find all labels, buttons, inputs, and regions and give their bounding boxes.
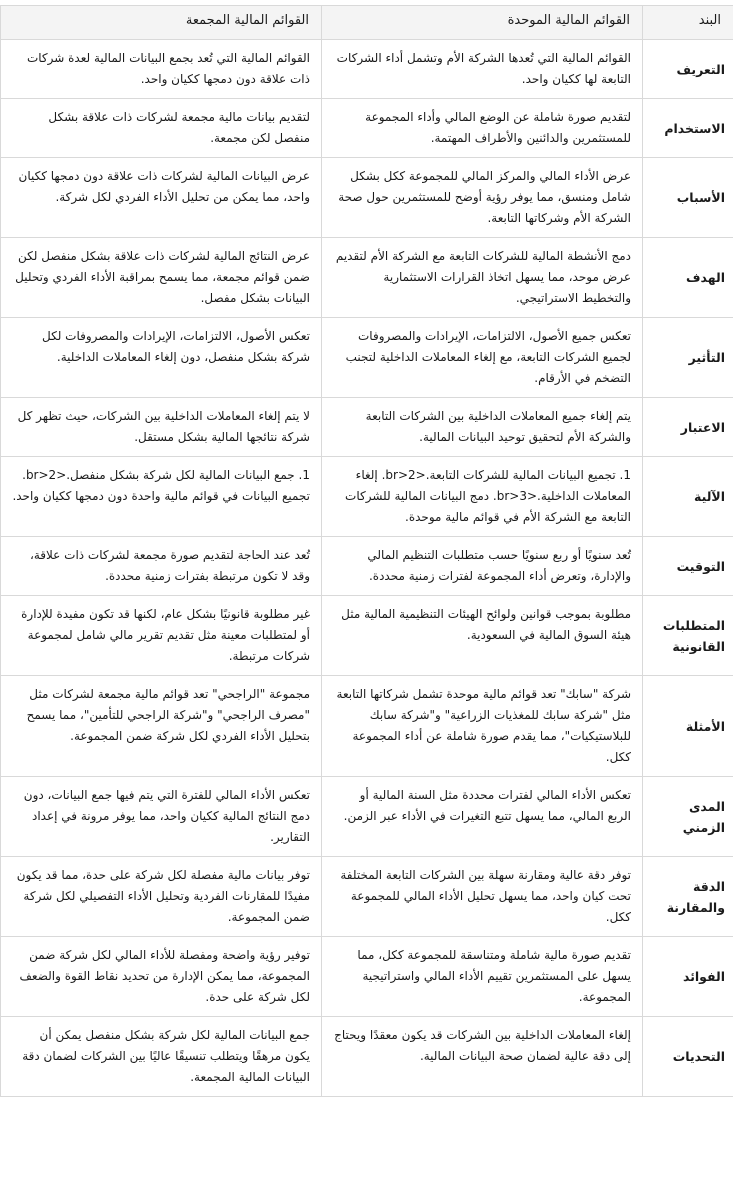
table-row (1, 777, 733, 857)
row-combined-cell: جمع البيانات المالية لكل شركة بشكل منفصل يمكن أن يكون مرهقًا ويتطلب تنسيقًا عاليًا بين الشركات لضمان دقة البيانات المالية المجمعة. (1, 1017, 322, 1097)
row-item-label: الدقة والمقارنة (643, 857, 733, 937)
table-row (1, 457, 733, 537)
table-row (1, 99, 733, 158)
row-item-label: التعريف (643, 40, 733, 99)
row-item-label: الهدف (643, 238, 733, 318)
row-item-label: المدى الزمني (643, 777, 733, 857)
row-item-label: الأسباب (643, 158, 733, 238)
table-row (1, 398, 733, 457)
row-combined-cell: تعكس الأصول، الالتزامات، الإيرادات والمصروفات لكل شركة بشكل منفصل، دون إلغاء المعاملات الداخلية. (1, 318, 322, 398)
table-row (1, 158, 733, 238)
row-combined-cell: تعكس الأداء المالي للفترة التي يتم فيها جمع البيانات، دون دمج النتائج المالية ككيان واحد، مما يوفر مرونة في إعداد التقارير. (1, 777, 322, 857)
row-consolidated-cell: القوائم المالية التي تُعدها الشركة الأم وتشمل أداء الشركات التابعة لها ككيان واحد. (322, 40, 643, 99)
row-item-label: التوقيت (643, 537, 733, 596)
row-combined-cell: توفر بيانات مالية مفصلة لكل شركة على حدة، مما قد يكون مفيدًا للمقارنات الفردية وتحليل الأداء التفصيلي لكل شركة ضمن المجموعة. (1, 857, 322, 937)
row-consolidated-cell: تعكس جميع الأصول، الالتزامات، الإيرادات والمصروفات لجميع الشركات التابعة، مع إلغاء المعاملات الداخلية لتجنب التضخم في الأرقام. (322, 318, 643, 398)
row-item-label: التأثير (643, 318, 733, 398)
row-consolidated-cell: يتم إلغاء جميع المعاملات الداخلية بين الشركات التابعة والشركة الأم لتحقيق توحيد البيانات المالية. (322, 398, 643, 457)
table-row (1, 318, 733, 398)
table-row (1, 238, 733, 318)
comparison-table (0, 5, 733, 1097)
table-header-row (1, 6, 733, 40)
header-consolidated: القوائم المالية الموحدة (322, 6, 643, 40)
row-consolidated-cell: شركة "سابك" تعد قوائم مالية موحدة تشمل شركاتها التابعة مثل "شركة سابك للمغذيات الزراعية" و"شركة سابك للبلاستيكيات"، مما يقدم صورة شاملة عن أداء المجموعة ككل. (322, 676, 643, 777)
row-item-label: الاعتبار (643, 398, 733, 457)
table-row (1, 857, 733, 937)
row-combined-cell: القوائم المالية التي تُعد بجمع البيانات المالية لعدة شركات ذات علاقة دون دمجها ككيان واحد. (1, 40, 322, 99)
row-consolidated-cell: تعكس الأداء المالي لفترات محددة مثل السنة المالية أو الربع المالي، مما يسهل تتبع التغيرات في الأداء عبر الزمن. (322, 777, 643, 857)
row-combined-cell: غير مطلوبة قانونيًا بشكل عام، لكنها قد تكون مفيدة للإدارة أو لمتطلبات معينة مثل تقديم تقرير مالي شامل لمجموعة شركات مرتبطة. (1, 596, 322, 676)
row-consolidated-cell: 1. تجميع البيانات المالية للشركات التابعة.<br>2. إلغاء المعاملات الداخلية.<br>3. دمج البيانات المالية للشركات التابعة مع الشركة الأم في قوائم مالية موحدة. (322, 457, 643, 537)
row-item-label: الآلية (643, 457, 733, 537)
header-combined: القوائم المالية المجمعة (1, 6, 322, 40)
row-combined-cell: عرض البيانات المالية لشركات ذات علاقة دون دمجها ككيان واحد، مما يمكن من تحليل الأداء الفردي لكل شركة. (1, 158, 322, 238)
row-consolidated-cell: تقديم صورة مالية شاملة ومتناسقة للمجموعة ككل، مما يسهل على المستثمرين تقييم الأداء المالي واستراتيجية المجموعة. (322, 937, 643, 1017)
header-item: البند (643, 6, 733, 40)
table-row (1, 40, 733, 99)
row-consolidated-cell: تُعد سنويًا أو ربع سنويًا حسب متطلبات التنظيم المالي والإدارة، وتعرض أداء المجموعة لفترات زمنية محددة. (322, 537, 643, 596)
table-row (1, 937, 733, 1017)
row-consolidated-cell: عرض الأداء المالي والمركز المالي للمجموعة ككل بشكل شامل ومنسق، مما يوفر رؤية أوضح للمستثمرين حول صحة الشركة الأم وشركاتها التابعة. (322, 158, 643, 238)
row-item-label: المتطلبات القانونية (643, 596, 733, 676)
table-row (1, 537, 733, 596)
row-item-label: الاستخدام (643, 99, 733, 158)
table-row (1, 1017, 733, 1097)
row-item-label: الفوائد (643, 937, 733, 1017)
row-consolidated-cell: دمج الأنشطة المالية للشركات التابعة مع الشركة الأم لتقديم عرض موحد، مما يسهل اتخاذ القرارات الاستثمارية والتخطيط الاستراتيجي. (322, 238, 643, 318)
row-combined-cell: مجموعة "الراجحي" تعد قوائم مالية مجمعة لشركات مثل "مصرف الراجحي" و"شركة الراجحي للتأمين"، مما يسمح بتحليل الأداء الفردي لكل شركة ضمن المجموعة. (1, 676, 322, 777)
table-row (1, 596, 733, 676)
row-combined-cell: تُعد عند الحاجة لتقديم صورة مجمعة لشركات ذات علاقة، وقد لا تكون مرتبطة بفترات زمنية محددة. (1, 537, 322, 596)
row-consolidated-cell: إلغاء المعاملات الداخلية بين الشركات قد يكون معقدًا ويحتاج إلى دقة عالية لضمان صحة البيانات المالية. (322, 1017, 643, 1097)
row-combined-cell: 1. جمع البيانات المالية لكل شركة بشكل منفصل.<br>2. تجميع البيانات في قوائم مالية واحدة دون دمجها ككيان واحد. (1, 457, 322, 537)
row-consolidated-cell: مطلوبة بموجب قوانين ولوائح الهيئات التنظيمية المالية مثل هيئة السوق المالية في السعودية. (322, 596, 643, 676)
row-item-label: الأمثلة (643, 676, 733, 777)
row-combined-cell: لا يتم إلغاء المعاملات الداخلية بين الشركات، حيث تظهر كل شركة نتائجها المالية بشكل مستقل. (1, 398, 322, 457)
row-combined-cell: عرض النتائج المالية لشركات ذات علاقة بشكل منفصل لكن ضمن قوائم مجمعة، مما يسمح بمراقبة الأداء الفردي وتحليل البيانات بشكل مفصل. (1, 238, 322, 318)
row-combined-cell: لتقديم بيانات مالية مجمعة لشركات ذات علاقة بشكل منفصل لكن مجمعة. (1, 99, 322, 158)
row-combined-cell: توفير رؤية واضحة ومفصلة للأداء المالي لكل شركة ضمن المجموعة، مما يمكن الإدارة من تحديد نقاط القوة والضعف لكل شركة على حدة. (1, 937, 322, 1017)
row-item-label: التحديات (643, 1017, 733, 1097)
row-consolidated-cell: لتقديم صورة شاملة عن الوضع المالي وأداء المجموعة للمستثمرين والدائنين والأطراف المهتمة. (322, 99, 643, 158)
row-consolidated-cell: توفر دقة عالية ومقارنة سهلة بين الشركات التابعة المختلفة تحت كيان واحد، مما يسهل تحليل الأداء المالي للمجموعة ككل. (322, 857, 643, 937)
table-row (1, 676, 733, 777)
